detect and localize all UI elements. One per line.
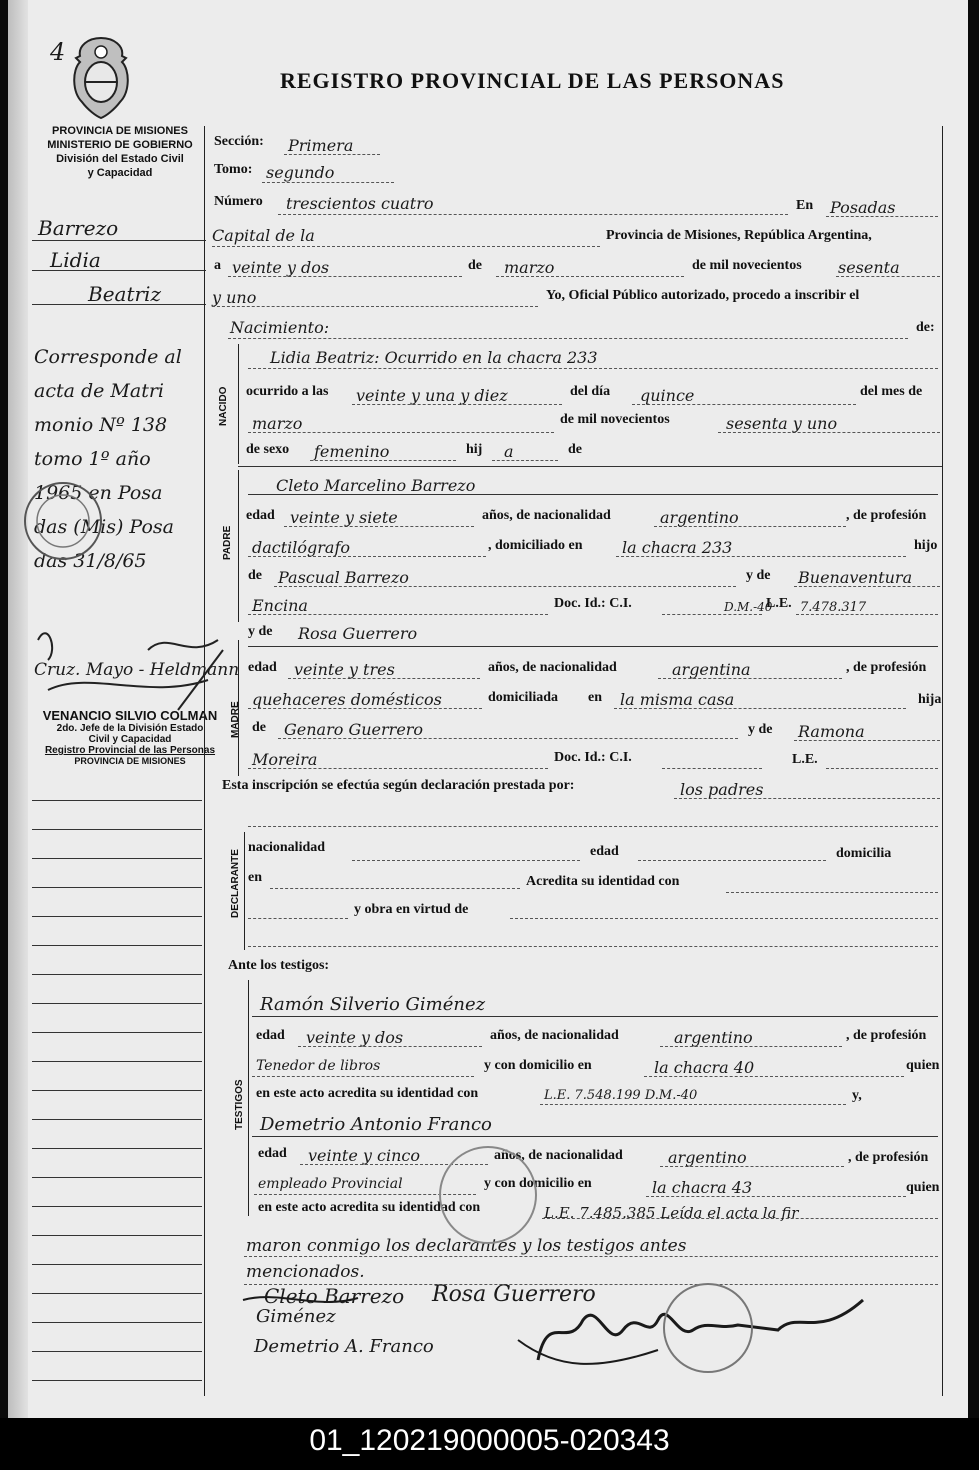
padre-madre-2: Encina [252, 596, 308, 615]
madre-nacionalidad: argentina [672, 660, 751, 679]
madre-doc-label: Doc. Id.: C.I. [554, 750, 632, 765]
header-province: PROVINCIA DE MISIONES [52, 125, 188, 137]
en-label: En [796, 198, 814, 213]
testigo-2-edad-label: edad [258, 1146, 287, 1161]
padre-doc: D.M.-40 [724, 600, 773, 614]
acto-value: Nacimiento: [230, 318, 330, 337]
testigo-2-nacionalidad-label: años, de nacionalidad [494, 1148, 623, 1163]
madre-domicilio: la misma casa [620, 690, 735, 709]
coat-of-arms-icon [68, 36, 134, 120]
signature-madre: Rosa Guerrero [432, 1282, 596, 1307]
padre-nombre: Cleto Marcelino Barrezo [276, 476, 476, 495]
testigo-1-nombre: Ramón Silverio Giménez [260, 994, 486, 1015]
testigo-1-y: y, [852, 1088, 862, 1103]
madre-hija-label: hija [918, 692, 942, 707]
testigo-2-profesion-label: , de profesión [848, 1150, 929, 1165]
fecha-mil-label: de mil novecientos [692, 258, 802, 273]
padre-le-label: L.E. [766, 596, 792, 611]
madre-nombre: Rosa Guerrero [298, 624, 418, 643]
margin-ruled-line [32, 1061, 202, 1062]
margin-ruled-line [32, 829, 202, 830]
madre-y-de-label: y de [248, 624, 273, 639]
lugar-suffix: Provincia de Misiones, República Argentina, [606, 228, 872, 243]
testigo-2-domicilio: la chacra 43 [652, 1178, 753, 1197]
margin-surname: Barrezo [38, 216, 119, 240]
madre-madre-2: Moreira [252, 750, 318, 769]
fecha-a-label: a [214, 258, 221, 273]
madre-madre: Ramona [798, 722, 865, 741]
nacido-anio: sesenta y uno [726, 414, 838, 433]
madre-edad: veinte y tres [294, 660, 395, 679]
testigo-2-nombre: Demetrio Antonio Franco [260, 1114, 492, 1135]
tomo-label: Tomo: [214, 162, 253, 177]
testigo-1-profesion: Tenedor de libros [256, 1058, 381, 1074]
testigo-1-nacionalidad: argentino [674, 1028, 753, 1047]
testigo-1-quien: quien [906, 1058, 940, 1073]
declaracion-value: los padres [680, 780, 764, 799]
padre-edad-label: edad [246, 508, 275, 523]
padre-edad: veinte y siete [290, 508, 398, 527]
declarante-section-label: DECLARANTE [230, 849, 241, 918]
declarante-nacionalidad-label: nacionalidad [248, 840, 326, 855]
declaracion-label: Esta inscripción se efectúa según declaración prestada por: [222, 778, 575, 793]
margin-ruled-line [32, 1380, 202, 1381]
madre-domicilio-label: domiciliada [488, 690, 559, 705]
declarante-virtud-label: y obra en virtud de [354, 902, 469, 917]
acto-de-label: de: [916, 320, 935, 335]
signature-testigo-2: Demetrio A. Franco [254, 1336, 434, 1357]
document-title: REGISTRO PROVINCIAL DE LAS PERSONAS [280, 68, 785, 93]
tomo-value: segundo [266, 163, 335, 182]
header-division: División del Estado Civil [56, 153, 184, 165]
testigo-1-nacionalidad-label: años, de nacionalidad [490, 1028, 619, 1043]
padre-y-de-label: y de [746, 568, 771, 583]
declarante-edad-label: edad [590, 844, 619, 859]
cierre-line-2: mencionados. [246, 1262, 365, 1282]
margin-ruled-line [32, 1090, 202, 1091]
nacido-section-label: NACIDO [218, 386, 229, 426]
madre-section-label: MADRE [230, 701, 241, 738]
bottom-round-stamp [648, 1278, 768, 1378]
madre-profesion: quehaceres domésticos [252, 690, 442, 709]
madre-y-de-2-label: y de [748, 722, 773, 737]
padre-doc-label: Doc. Id.: C.I. [554, 596, 632, 611]
signature-strokes [238, 1270, 878, 1380]
margin-ruled-line [32, 1032, 202, 1033]
margin-ruled-line [32, 1003, 202, 1004]
declarante-domicilia-label: domicilia [836, 846, 892, 861]
fecha-mes: marzo [504, 258, 555, 277]
paper-fold-shadow [8, 0, 28, 1418]
margin-ruled-line [32, 800, 202, 801]
en-value: Posadas [830, 198, 896, 217]
margin-round-stamp [20, 478, 106, 564]
padre-profesion-label: , de profesión [846, 508, 927, 523]
center-round-stamp [428, 1140, 548, 1250]
nacido-dia: quince [640, 386, 695, 405]
margin-ruled-line [32, 1119, 202, 1120]
nacido-del-dia-label: del día [570, 384, 611, 399]
seccion-label: Sección: [214, 134, 264, 149]
padre-nacionalidad-label: años, de nacionalidad [482, 508, 611, 523]
testigos-section-label: TESTIGOS [234, 1079, 245, 1130]
nacido-hij-label: hij [466, 442, 483, 457]
testigos-label: Ante los testigos: [228, 958, 330, 973]
padre-nacionalidad: argentino [660, 508, 739, 527]
nacido-anio-label: de mil novecientos [560, 412, 670, 427]
numero-label: Número [214, 194, 263, 209]
padre-de-label: de [248, 568, 262, 583]
margin-ruled-line [32, 945, 202, 946]
testigo-1-domicilio-label: y con domicilio en [484, 1058, 592, 1073]
signature-padre: Cleto Barrezo [264, 1284, 405, 1308]
margin-ruled-line [32, 1322, 202, 1323]
margin-ruled-line [32, 974, 202, 975]
madre-profesion-label: , de profesión [846, 660, 927, 675]
madre-de-label: de [252, 720, 266, 735]
madre-le-label: L.E. [792, 752, 818, 767]
madre-nacionalidad-label: años, de nacionalidad [488, 660, 617, 675]
testigo-2-edad: veinte y cinco [308, 1146, 421, 1165]
testigo-1-edad: veinte y dos [306, 1028, 404, 1047]
nacido-de-label: de [568, 442, 582, 457]
margin-ruled-line [32, 1293, 202, 1294]
testigo-1-domicilio: la chacra 40 [654, 1058, 755, 1077]
image-caption: 01_120219000005-020343 [309, 1424, 670, 1457]
testigo-1-edad-label: edad [256, 1028, 285, 1043]
madre-en-label: en [588, 690, 602, 705]
padre-profesion: dactilógrafo [252, 538, 351, 557]
fecha-dia: veinte y dos [232, 258, 330, 277]
margin-ruled-line [32, 858, 202, 859]
issuing-authority [30, 124, 210, 180]
padre-padre: Pascual Barrezo [278, 568, 409, 587]
numero-value: trescientos cuatro [286, 194, 434, 213]
margin-ruled-line [32, 1235, 202, 1236]
margin-middle-name: Beatriz [88, 282, 161, 306]
nacido-ocurrido-label: ocurrido a las [246, 384, 329, 399]
margin-ruled-line [32, 916, 202, 917]
margin-signature: Cruz. Mayo - Heldmann [34, 660, 240, 680]
testigo-1-profesion-label: , de profesión [846, 1028, 927, 1043]
fecha-anio-2: y uno [212, 288, 257, 307]
nacido-sexo: femenino [314, 442, 390, 461]
margin-ruled-line [32, 887, 202, 888]
margin-ruled-line [32, 1206, 202, 1207]
margin-ruled-line [32, 1351, 202, 1352]
padre-le: 7.478.317 [800, 600, 867, 615]
header-capacity: y Capacidad [87, 167, 153, 179]
header-ministry: MINISTERIO DE GOBIERNO [47, 139, 193, 151]
padre-domicilio: la chacra 233 [622, 538, 733, 557]
page-number: 4 [50, 38, 66, 66]
testigo-2-doc: L.E. 7.485.385 Leída el acta la fir [544, 1204, 799, 1222]
madre-edad-label: edad [248, 660, 277, 675]
testigo-2-quien: quien [906, 1180, 940, 1195]
madre-padre: Genaro Guerrero [284, 720, 424, 739]
nacido-sexo-label: de sexo [246, 442, 290, 457]
declarante-acredita-label: Acredita su identidad con [526, 874, 680, 889]
official-stamp: VENANCIO SILVIO COLMAN 2do. Jefe de la División Estado Civil y Capacidad Registro Provincial de las Personas PROVINCIA DE MISIONES [42, 708, 218, 766]
nacido-hij-value: a [504, 442, 514, 461]
padre-section-label: PADRE [222, 525, 233, 560]
document-sheet [8, 0, 968, 1418]
margin-ruled-line [32, 1148, 202, 1149]
margin-ruled-line [32, 1264, 202, 1265]
margin-signature-strokes [28, 610, 228, 720]
oficial-statement: Yo, Oficial Público autorizado, procedo a inscribir el [546, 288, 860, 303]
testigo-2-profesion: empleado Provincial [258, 1176, 403, 1192]
fecha-anio-1: sesenta [838, 258, 900, 277]
signature-testigo-1: Giménez [256, 1306, 336, 1327]
padre-hijo-label: hijo [914, 538, 938, 553]
lugar-value: Capital de la [212, 226, 315, 245]
nacido-hora: veinte y una y diez [356, 386, 508, 405]
margin-ruled-line [32, 1177, 202, 1178]
testigo-2-acredita-label: en este acto acredita su identidad con [258, 1200, 481, 1215]
padre-madre: Buenaventura [798, 568, 913, 587]
fecha-de-label: de [468, 258, 482, 273]
testigo-2-nacionalidad: argentino [668, 1148, 747, 1167]
nacido-mes: marzo [252, 414, 303, 433]
testigo-1-acredita-label: en este acto acredita su identidad con [256, 1086, 479, 1101]
testigo-2-domicilio-label: y con domicilio en [484, 1176, 592, 1191]
seccion-value: Primera [288, 136, 354, 155]
declarante-en-label: en [248, 870, 262, 885]
nacido-mes-label: del mes de [860, 384, 923, 399]
margin-annotation: Corresponde al acta de Matri monio Nº 138 tomo 1º año 1965 en Posa das (Mis) Posa das 31/8/65 [34, 346, 182, 572]
margin-first-name: Lidia [50, 248, 101, 272]
padre-domicilio-label: , domiciliado en [488, 538, 583, 553]
testigo-1-doc: L.E. 7.548.199 D.M.-40 [544, 1088, 698, 1103]
cierre-line-1: maron conmigo los declarantes y los testigos antes [246, 1236, 687, 1256]
nacido-nombre: Lidia Beatriz: Ocurrido en la chacra 233 [270, 348, 598, 367]
